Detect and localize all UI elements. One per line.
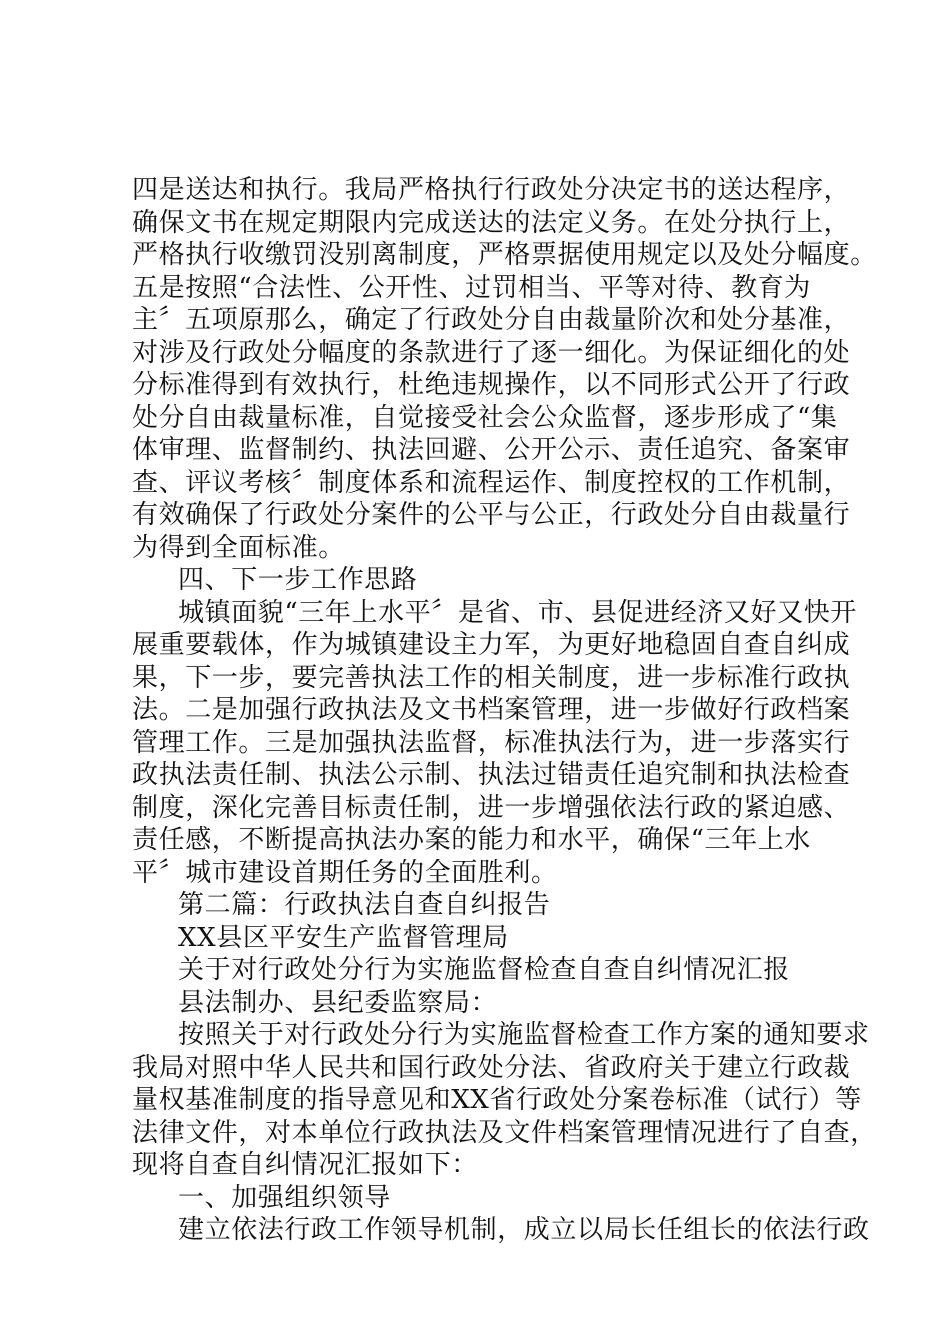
text-line: 管理工作。三是加强执法监督，标准执法行为，进一步落实行 <box>132 727 851 758</box>
document-body <box>132 174 877 1247</box>
text-line: 我局对照中华人民共和国行政处分法、省政府关于建立行政裁 <box>132 1052 851 1083</box>
text-line: 量权基准制度的指导意见和XX省行政处分案卷标准（试行）等 <box>132 1085 862 1115</box>
text-line: 体审理、监督制约、执法回避、公开公示、责任追究、备案审 <box>132 435 851 465</box>
text-line: 四是送达和执行。我局严格执行行政处分决定书的送达程序， <box>132 175 851 205</box>
text-line: 主〞五项原那么，确定了行政处分自由裁量阶次和处分基准， <box>132 305 851 335</box>
text-line: 城镇面貌“三年上水平〞是省、市、县促进经济又好又快开 <box>178 597 857 628</box>
text-line: 按照关于对行政处分行为实施监督检查工作方案的通知要求 <box>178 1020 870 1050</box>
text-line: 处分自由裁量标准，自觉接受社会公众监督，逐步形成了“集 <box>132 402 838 433</box>
text-line: 第二篇：行政执法自查自纠报告 <box>178 890 551 920</box>
text-line: 一、加强组织领导 <box>178 1182 391 1213</box>
text-line: 责任感，不断提高执法办案的能力和水平，确保“三年上水 <box>132 825 811 855</box>
text-line: 制度，深化完善目标责任制，进一步增强依法行政的紧迫感、 <box>132 792 851 823</box>
text-line: 四、下一步工作思路 <box>178 565 418 595</box>
text-line: 县法制办、县纪委监察局： <box>178 987 498 1018</box>
text-line: 关于对行政处分行为实施监督检查自查自纠情况汇报 <box>178 955 790 985</box>
text-line: 法。二是加强行政执法及文书档案管理，进一步做好行政档案 <box>132 695 851 725</box>
text-line: 法律文件，对本单位行政执法及文件档案管理情况进行了自查， <box>132 1117 877 1148</box>
text-line: 果，下一步，要完善执法工作的相关制度，进一步标准行政执 <box>132 662 851 693</box>
text-line: 建立依法行政工作领导机制，成立以局长任组长的依法行政 <box>178 1215 870 1245</box>
text-line: 严格执行收缴罚没别离制度，严格票据使用规定以及处分幅度。 <box>132 240 877 270</box>
text-line: 展重要载体，作为城镇建设主力军，为更好地稳固自查自纠成 <box>132 630 851 660</box>
text-line: 有效确保了行政处分案件的公平与公正，行政处分自由裁量行 <box>132 500 851 530</box>
text-line: 为得到全面标准。 <box>132 532 345 563</box>
text-line: 分标准得到有效执行，杜绝违规操作，以不同形式公开了行政 <box>132 370 851 400</box>
text-line: 五是按照“合法性、公开性、过罚相当、平等对待、教育为 <box>132 272 811 303</box>
text-line: 查、评议考核〞制度体系和流程运作、制度控权的工作机制， <box>132 467 851 498</box>
text-line: 现将自查自纠情况汇报如下： <box>132 1150 478 1180</box>
text-line: 确保文书在规定期限内完成送达的法定义务。在处分执行上， <box>132 207 851 238</box>
text-line: 对涉及行政处分幅度的条款进行了逐一细化。为保证细化的处 <box>132 337 851 368</box>
text-line: 政执法责任制、执法公示制、执法过错责任追究制和执法检查 <box>132 760 851 790</box>
text-line: XX县区平安生产监督管理局 <box>178 922 509 953</box>
text-line: 平〞城市建设首期任务的全面胜利。 <box>132 857 558 888</box>
